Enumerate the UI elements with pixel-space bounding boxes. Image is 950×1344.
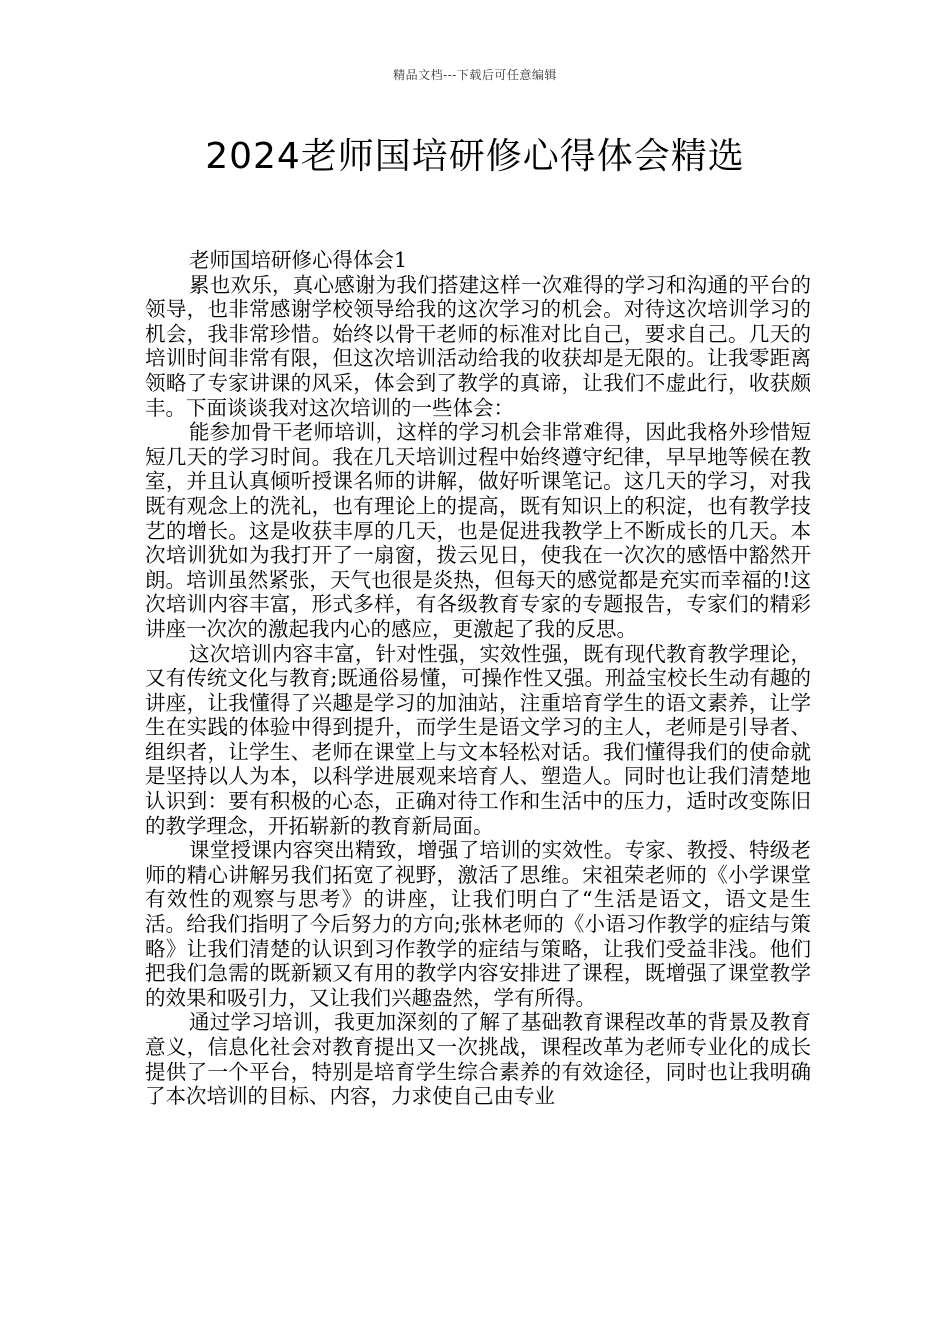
paragraph-2: 能参加骨干老师培训，这样的学习机会非常难得，因此我格外珍惜短短几天的学习时间。我在几天培训过程中始终遵守纪律，早早地等候在教室，并且认真倾听授课名师的讲解，做好听课笔记。这几天的学习，对我既有观念上的洗礼，也有理论上的提高，既有知识上的积淀，也有教学技艺的增长。这是收获丰厚的几天，也是促进我教学上不断成长的几天。本次培训犹如为我打开了一扇窗，拨云见日，使我在一次次的感悟中豁然开朗。培训虽然紧张，天气也很是炎热，但每天的感觉都是充实而幸福的!这次培训内容丰富，形式多样，有各级教育专家的专题报告，专家们的精彩讲座一次次的激起我内心的感应，更激起了我的反思。 — [145, 420, 811, 641]
paragraph-3: 这次培训内容丰富，针对性强，实效性强，既有现代教育教学理论，又有传统文化与教育;既通俗易懂，可操作性又强。刑益宝校长生动有趣的讲座，让我懂得了兴趣是学习的加油站，注重培育学生的语文素养，让学生在实践的体验中得到提升，而学生是语文学习的主人，老师是引导者、组织者，让学生、老师在课堂上与文本轻松对话。我们懂得我们的使命就是坚持以人为本，以科学进展观来培育人、塑造人。同时也让我们清楚地认识到：要有积极的心态，正确对待工作和生活中的压力，适时改变陈旧的教学理念，开拓崭新的教育新局面。 — [145, 641, 811, 838]
document-body — [145, 248, 811, 1109]
paragraph-5: 通过学习培训，我更加深刻的了解了基础教育课程改革的背景及教育意义，信息化社会对教育提出又一次挑战，课程改革为老师专业化的成长提供了一个平台，特别是培育学生综合素养的有效途径，同时也让我明确了本次培训的目标、内容，力求使自己由专业 — [145, 1010, 811, 1109]
header-note: 精品文档---下载后可任意编辑 — [393, 68, 557, 82]
section-heading: 老师国培研修心得体会1 — [189, 248, 408, 272]
paragraph-1: 累也欢乐，真心感谢为我们搭建这样一次难得的学习和沟通的平台的领导，也非常感谢学校领导给我的这次学习的机会。对待这次培训学习的机会，我非常珍惜。始终以骨干老师的标准对比自己，要求自己。几天的培训时间非常有限，但这次培训活动给我的收获却是无限的。让我零距离领略了专家讲课的风采，体会到了教学的真谛，让我们不虚此行，收获颇丰。下面谈谈我对这次培训的一些体会： — [145, 272, 811, 420]
paragraph-4: 课堂授课内容突出精致，增强了培训的实效性。专家、教授、特级老师的精心讲解另我们拓宽了视野，激活了思维。宋祖荣老师的《小学课堂有效性的观察与思考》的讲座，让我们明白了“生活是语文，语文是生活。给我们指明了今后努力的方向;张林老师的《小语习作教学的症结与策略》让我们清楚的认识到习作教学的症结与策略，让我们受益非浅。他们把我们急需的既新颖又有用的教学内容安排进了课程，既增强了课堂教学的效果和吸引力，又让我们兴趣盎然，学有所得。 — [145, 838, 811, 1010]
page-title: 2024老师国培研修心得体会精选 — [205, 136, 745, 177]
